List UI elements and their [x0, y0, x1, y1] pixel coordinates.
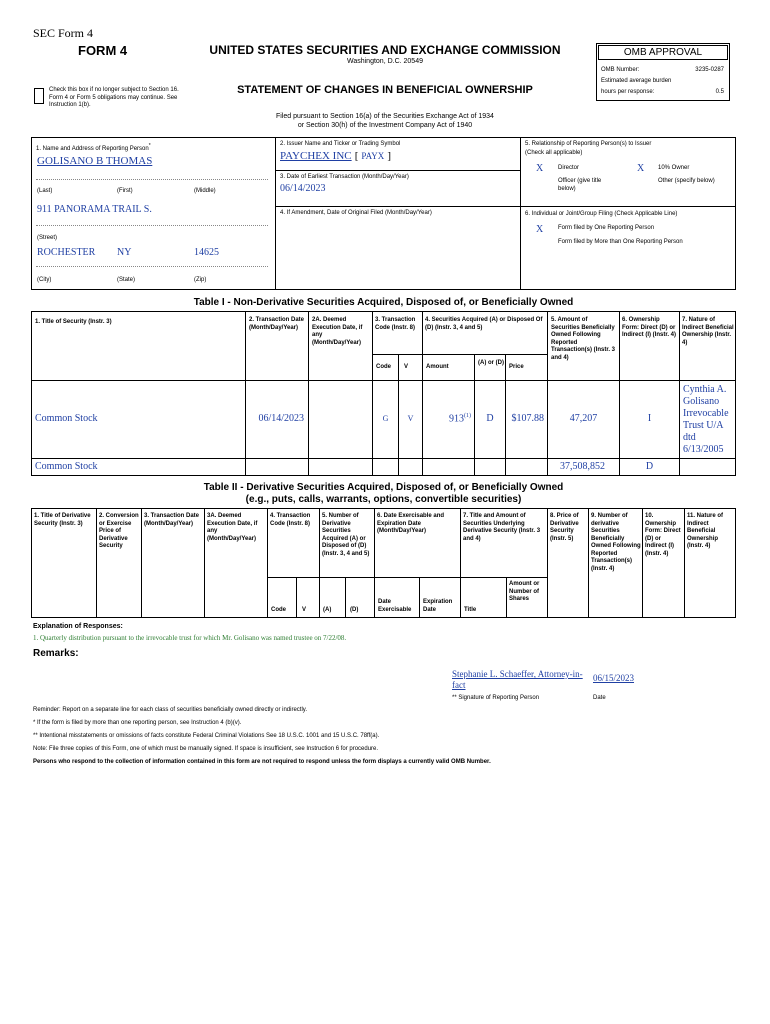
t1-row1-nature: Cynthia A. Golisano Irrevocable Trust U/A dtd 6/13/2005 — [683, 384, 729, 455]
final-note: Persons who respond to the collection of information contained in this form are not required to respond unless the form displays a currently valid OMB Number. — [33, 759, 491, 765]
t1-row1-footnote[interactable]: (1) — [464, 413, 471, 419]
other-label: Other (specify below) — [658, 178, 715, 184]
sec-form-label: SEC Form 4 — [33, 26, 94, 40]
omb-hours-value: 0.5 — [715, 89, 724, 95]
t1-h2a: 2A. Deemed Execution Date, if any (Month/Day/Year) — [312, 317, 363, 346]
state-value: NY — [117, 247, 132, 258]
earliest-transaction-date: 06/14/2023 — [280, 183, 326, 194]
t1-row1-title: Common Stock — [35, 413, 98, 424]
t1-h2: 2. Transaction Date (Month/Day/Year) — [249, 317, 305, 331]
signature-label: ** Signature of Reporting Person — [452, 695, 540, 701]
t1-row1-v: V — [407, 414, 414, 423]
ticker-symbol: PAYX — [361, 151, 385, 161]
remarks-header: Remarks: — [33, 648, 79, 659]
transaction-date-header: 3. Date of Earliest Transaction (Month/Day/Year) — [280, 174, 409, 180]
checkbox-note: Check this box if no longer subject to Section 16. Form 4 or Form 5 obligations may continue. See Instruction 1(b). — [49, 87, 179, 108]
t1-row2-owned: 37,508,852 — [560, 461, 605, 472]
zip-value: 14625 — [194, 247, 219, 258]
issuer-name-line — [280, 150, 391, 162]
t1-row1-owned: 47,207 — [569, 413, 598, 424]
t2-h8: 8. Price of Derivative Security (Instr. 5) — [550, 513, 579, 542]
director-label: Director — [558, 165, 580, 171]
signature-date: 06/15/2023 — [593, 673, 635, 683]
t2-h10: 10. Ownership Form: Direct (D) or Indirect (I) (Instr. 4) — [645, 513, 681, 557]
state-label: (State) — [117, 277, 136, 283]
t1-row1-aord: D — [486, 413, 494, 424]
note-reminder: Reminder: Report on a separate line for each class of securities beneficially owned directly or indirectly. — [33, 707, 308, 713]
t2-sub-v: V — [302, 607, 307, 613]
t2-h3a: 3A. Deemed Execution Date, if any (Month/Day/Year) — [207, 513, 258, 542]
street-label: (Street) — [37, 235, 58, 241]
t2-h5: 5. Number of Derivative Securities Acquired (A) or Disposed of (D) (Instr. 3, 4 and 5) — [322, 513, 370, 557]
first-label: (First) — [117, 188, 133, 194]
omb-burden-label: Estimated average burden — [601, 78, 672, 84]
omb-hours-label: hours per response: — [601, 89, 655, 95]
asterisk-mark: * — [148, 143, 151, 149]
director-check[interactable]: X — [536, 163, 544, 174]
t2-sub-amount: Amount or Number of Shares — [509, 581, 540, 602]
reporting-person-name[interactable]: GOLISANO B THOMAS — [37, 155, 153, 167]
t2-h1: 1. Title of Derivative Security (Instr. 3) — [34, 513, 91, 527]
t1-row2-form: D — [645, 461, 654, 472]
one-person-check[interactable]: X — [536, 224, 544, 235]
t1-sub-price: Price — [509, 364, 524, 370]
table1-title: Table I - Non-Derivative Securities Acquired, Disposed of, or Beneficially Owned — [193, 297, 574, 308]
ten-percent-owner-label: 10% Owner — [658, 165, 690, 171]
t2-h6: 6. Date Exercisable and Expiration Date (Month/Day/Year) — [377, 513, 445, 534]
t2-sub-d: (D) — [350, 607, 359, 613]
t1-h4: 4. Securities Acquired (A) or Disposed Of (D) (Instr. 3, 4 and 5) — [425, 317, 543, 331]
officer-label: Officer (give title below) — [558, 178, 602, 192]
omb-number-label: OMB Number: — [601, 67, 640, 73]
t1-row1-date: 06/14/2023 — [258, 413, 304, 424]
city-label: (City) — [37, 277, 52, 283]
street-value: 911 PANORAMA TRAIL S. — [37, 204, 152, 215]
ticker-bracket-open: [ — [354, 150, 359, 162]
t1-h5: 5. Amount of Securities Beneficially Owned Following Reported Transaction(s) (Instr. 3 and 4) — [551, 317, 616, 361]
t1-h7: 7. Nature of Indirect Beneficial Ownership (Instr. 4) — [682, 317, 734, 346]
t2-h11: 11. Nature of Indirect Beneficial Ownership (Instr. 4) — [687, 513, 724, 549]
t2-h4: 4. Transaction Code (Instr. 8) — [270, 513, 311, 527]
commission-title: UNITED STATES SECURITIES AND EXCHANGE COMMISSION — [209, 43, 561, 57]
t1-row1-price: $107.88 — [511, 413, 544, 424]
filed-pursuant-line-1: Filed pursuant to Section 16(a) of the Securities Exchange Act of 1934 — [276, 113, 494, 120]
explanation-header: Explanation of Responses: — [33, 623, 123, 630]
t1-h3: 3. Transaction Code (Instr. 8) — [375, 317, 416, 331]
last-label: (Last) — [37, 188, 53, 194]
date-label: Date — [593, 695, 606, 701]
city-value: ROCHESTER — [37, 247, 96, 258]
t2-sub-exercisable: Date Exercisable — [378, 599, 412, 613]
omb-approval-title: OMB APPROVAL — [598, 45, 728, 60]
table2-title-1: Table II - Derivative Securities Acquired, Disposed of, or Beneficially Owned — [203, 482, 564, 493]
middle-label: (Middle) — [194, 188, 216, 194]
more-persons-label: Form filed by More than One Reporting Person — [558, 239, 683, 245]
t2-h2: 2. Conversion or Exercise Price of Derivative Security — [99, 513, 139, 549]
no-longer-subject-checkbox[interactable] — [34, 88, 44, 104]
t2-sub-code: Code — [271, 607, 286, 613]
t1-sub-amount: Amount — [426, 364, 449, 370]
one-person-label: Form filed by One Reporting Person — [558, 225, 655, 231]
t1-sub-aord: (A) or (D) — [478, 360, 504, 366]
t1-h1: 1. Title of Security (Instr. 3) — [35, 319, 112, 325]
t2-sub-title: Title — [464, 607, 477, 613]
relationship-header-2: (Check all applicable) — [525, 150, 583, 156]
t1-row1-code: G — [382, 414, 389, 423]
explanation-1: 1. Quarterly distribution pursuant to the irrevocable trust for which Mr. Golisano was named trustee on 7/22/08. — [33, 634, 347, 642]
statement-title: STATEMENT OF CHANGES IN BENEFICIAL OWNERSHIP — [237, 84, 533, 96]
t2-h3: 3. Transaction Date (Month/Day/Year) — [144, 513, 200, 527]
issuer-header: 2. Issuer Name and Ticker or Trading Symbol — [280, 141, 401, 147]
note-misstatements: ** Intentional misstatements or omissions of facts constitute Federal Criminal Violations See 18 U.S.C. 1001 and 15 U.S.C. 78ff(a). — [33, 733, 380, 739]
form-title: FORM 4 — [78, 43, 128, 58]
t1-sub-code: Code — [376, 364, 391, 370]
ten-percent-owner-check[interactable]: X — [637, 163, 645, 174]
t1-h6: 6. Ownership Form: Direct (D) or Indirect (I) (Instr. 4) — [622, 317, 677, 338]
t1-sub-v: V — [404, 364, 409, 370]
city-label: Washington, D.C. 20549 — [346, 58, 423, 65]
t1-row1-form: I — [647, 413, 652, 424]
ticker-bracket-close: ] — [387, 150, 392, 162]
signature-name: Stephanie L. Schaeffer, Attorney-in-fact — [452, 669, 583, 690]
amendment-header: 4. If Amendment, Date of Original Filed (Month/Day/Year) — [280, 210, 432, 216]
table2-title-2: (e.g., puts, calls, warrants, options, convertible securities) — [245, 494, 522, 505]
t2-h9: 9. Number of derivative Securities Beneficially Owned Following Reported Transaction(s) (Instr. 4) — [591, 513, 641, 572]
t1-row1-amount: 913 — [449, 413, 464, 425]
note-copies: Note: File three copies of this Form, one of which must be manually signed. If space is insufficient, see Instruction 6 for procedure. — [33, 746, 379, 752]
omb-number-value: 3235-0287 — [695, 67, 724, 73]
t1-row2-title: Common Stock — [35, 461, 98, 472]
t2-sub-expiration: Expiration Date — [423, 599, 453, 613]
zip-label: (Zip) — [194, 277, 207, 283]
t2-sub-a: (A) — [323, 607, 332, 613]
filed-pursuant-line-2: or Section 30(h) of the Investment Company Act of 1940 — [297, 122, 473, 129]
issuer-name[interactable]: PAYCHEX INC — [280, 150, 352, 162]
relationship-header-1: 5. Relationship of Reporting Person(s) to Issuer — [525, 141, 652, 147]
note-instruction: * If the form is filed by more than one reporting person, see Instruction 4 (b)(v). — [33, 720, 242, 726]
filing-header: 6. Individual or Joint/Group Filing (Check Applicable Line) — [525, 211, 678, 217]
reporting-person-header: 1. Name and Address of Reporting Person* — [36, 143, 151, 152]
t2-h7: 7. Title and Amount of Securities Underlying Derivative Security (Instr. 3 and 4) — [463, 513, 541, 542]
